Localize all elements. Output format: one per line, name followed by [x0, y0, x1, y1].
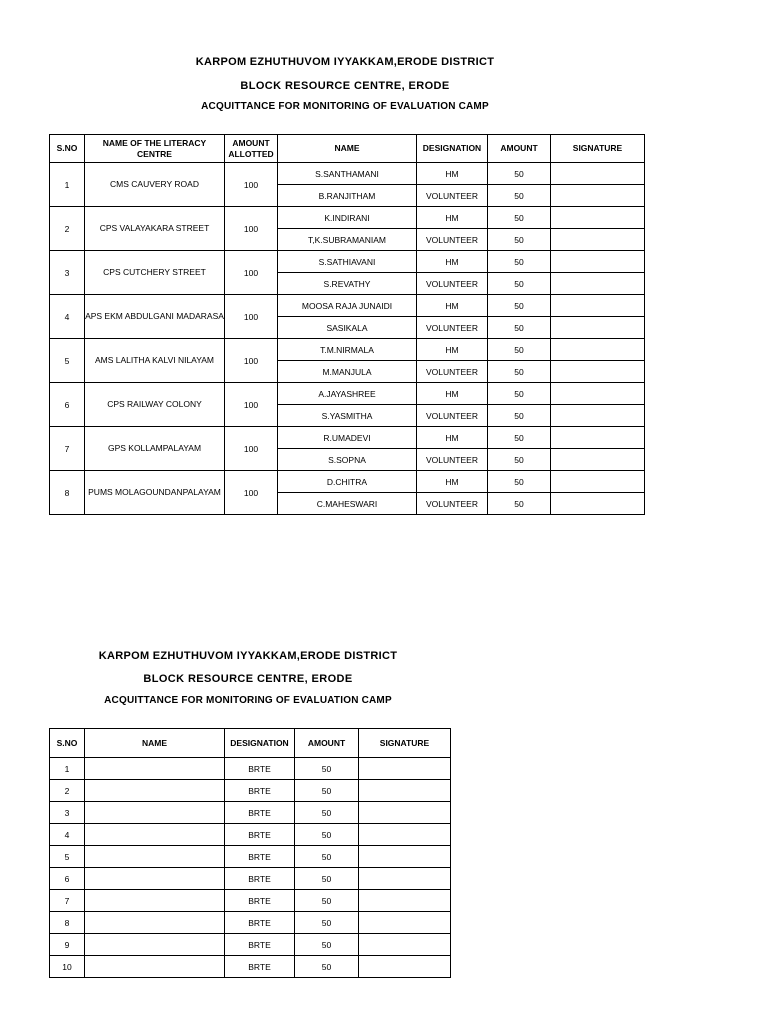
- designation: VOLUNTEER: [417, 449, 488, 471]
- serial-number: 3: [50, 251, 85, 295]
- name-cell[interactable]: [85, 846, 225, 868]
- signature-cell[interactable]: [359, 868, 451, 890]
- amount-allotted: 100: [225, 251, 278, 295]
- designation: BRTE: [225, 824, 295, 846]
- name-cell[interactable]: [85, 824, 225, 846]
- designation: BRTE: [225, 868, 295, 890]
- name-cell[interactable]: [85, 780, 225, 802]
- amount: 50: [488, 361, 551, 383]
- signature-cell[interactable]: [359, 846, 451, 868]
- designation: BRTE: [225, 802, 295, 824]
- amount: 50: [295, 758, 359, 780]
- designation: HM: [417, 207, 488, 229]
- signature-cell[interactable]: [359, 758, 451, 780]
- serial-number: 4: [50, 824, 85, 846]
- designation: HM: [417, 383, 488, 405]
- literacy-centre-name: APS EKM ABDULGANI MADARASA: [85, 295, 225, 339]
- amount-allotted: 100: [225, 383, 278, 427]
- person-name: SASIKALA: [278, 317, 417, 339]
- serial-number: 7: [50, 890, 85, 912]
- designation: VOLUNTEER: [417, 405, 488, 427]
- signature-cell[interactable]: [551, 339, 645, 361]
- serial-number: 3: [50, 802, 85, 824]
- amount: 50: [488, 229, 551, 251]
- amount-allotted: 100: [225, 427, 278, 471]
- amount-allotted: 100: [225, 163, 278, 207]
- signature-cell[interactable]: [359, 890, 451, 912]
- amount: 50: [488, 185, 551, 207]
- name-cell[interactable]: [85, 934, 225, 956]
- amount: 50: [488, 449, 551, 471]
- section1-title: KARPOM EZHUTHUVOM IYYAKKAM,ERODE DISTRICT: [195, 56, 495, 68]
- amount: 50: [295, 780, 359, 802]
- serial-number: 2: [50, 780, 85, 802]
- designation: BRTE: [225, 780, 295, 802]
- signature-cell[interactable]: [551, 317, 645, 339]
- amount: 50: [295, 846, 359, 868]
- person-name: T,K.SUBRAMANIAM: [278, 229, 417, 251]
- header-sno: S.NO: [50, 729, 85, 758]
- literacy-centre-name: AMS LALITHA KALVI NILAYAM: [85, 339, 225, 383]
- designation: VOLUNTEER: [417, 361, 488, 383]
- signature-cell[interactable]: [551, 207, 645, 229]
- serial-number: 8: [50, 912, 85, 934]
- name-cell[interactable]: [85, 890, 225, 912]
- section2-title: KARPOM EZHUTHUVOM IYYAKKAM,ERODE DISTRICT: [98, 650, 398, 662]
- amount-allotted: 100: [225, 339, 278, 383]
- person-name: B.RANJITHAM: [278, 185, 417, 207]
- serial-number: 10: [50, 956, 85, 978]
- amount-allotted: 100: [225, 207, 278, 251]
- amount: 50: [488, 163, 551, 185]
- header-name: NAME: [85, 729, 225, 758]
- designation: HM: [417, 427, 488, 449]
- designation: VOLUNTEER: [417, 229, 488, 251]
- header-sno: S.NO: [50, 135, 85, 163]
- literacy-centre-name: PUMS MOLAGOUNDANPALAYAM: [85, 471, 225, 515]
- table-row: [50, 934, 451, 956]
- header-literacy-centre: NAME OF THE LITERACY CENTRE: [85, 135, 225, 163]
- serial-number: 2: [50, 207, 85, 251]
- signature-cell[interactable]: [551, 449, 645, 471]
- table-row: [50, 471, 645, 493]
- person-name: S.SOPNA: [278, 449, 417, 471]
- designation: BRTE: [225, 956, 295, 978]
- person-name: T.M.NIRMALA: [278, 339, 417, 361]
- header-amount: AMOUNT: [488, 135, 551, 163]
- amount: 50: [295, 912, 359, 934]
- amount: 50: [295, 934, 359, 956]
- literacy-centre-name: CPS VALAYAKARA STREET: [85, 207, 225, 251]
- person-name: A.JAYASHREE: [278, 383, 417, 405]
- header-designation: DESIGNATION: [417, 135, 488, 163]
- name-cell[interactable]: [85, 912, 225, 934]
- table-row: [50, 427, 645, 449]
- designation: VOLUNTEER: [417, 273, 488, 295]
- table-row: [50, 758, 451, 780]
- person-name: S.SANTHAMANI: [278, 163, 417, 185]
- table-row: [50, 295, 645, 317]
- serial-number: 6: [50, 868, 85, 890]
- signature-cell[interactable]: [551, 471, 645, 493]
- designation: VOLUNTEER: [417, 317, 488, 339]
- signature-cell[interactable]: [551, 361, 645, 383]
- name-cell[interactable]: [85, 802, 225, 824]
- serial-number: 5: [50, 846, 85, 868]
- signature-cell[interactable]: [551, 229, 645, 251]
- designation: HM: [417, 251, 488, 273]
- person-name: R.UMADEVI: [278, 427, 417, 449]
- person-name: S.YASMITHA: [278, 405, 417, 427]
- designation: HM: [417, 471, 488, 493]
- designation: HM: [417, 339, 488, 361]
- serial-number: 1: [50, 163, 85, 207]
- person-name: S.REVATHY: [278, 273, 417, 295]
- acquittance-table-brte: [49, 728, 451, 978]
- header-amount: AMOUNT: [295, 729, 359, 758]
- person-name: C.MAHESWARI: [278, 493, 417, 515]
- designation: BRTE: [225, 934, 295, 956]
- signature-cell[interactable]: [551, 295, 645, 317]
- serial-number: 4: [50, 295, 85, 339]
- amount: 50: [295, 956, 359, 978]
- table-row: [50, 339, 645, 361]
- person-name: K.INDIRANI: [278, 207, 417, 229]
- table-row: [50, 912, 451, 934]
- signature-cell[interactable]: [551, 405, 645, 427]
- amount: 50: [488, 295, 551, 317]
- table-row: [50, 251, 645, 273]
- amount: 50: [295, 868, 359, 890]
- signature-cell[interactable]: [359, 956, 451, 978]
- amount: 50: [295, 824, 359, 846]
- amount: 50: [488, 405, 551, 427]
- acquittance-table-centres: [49, 134, 645, 515]
- table-row: [50, 383, 645, 405]
- table-row: [50, 868, 451, 890]
- table-row: [50, 802, 451, 824]
- designation: HM: [417, 295, 488, 317]
- designation: BRTE: [225, 912, 295, 934]
- amount: 50: [488, 383, 551, 405]
- signature-cell[interactable]: [359, 824, 451, 846]
- header-amount-allotted: AMOUNT ALLOTTED: [225, 135, 278, 163]
- signature-cell[interactable]: [551, 273, 645, 295]
- name-cell[interactable]: [85, 868, 225, 890]
- signature-cell[interactable]: [551, 163, 645, 185]
- signature-cell[interactable]: [359, 912, 451, 934]
- amount: 50: [295, 802, 359, 824]
- designation: BRTE: [225, 846, 295, 868]
- table-row: [50, 163, 645, 185]
- signature-cell[interactable]: [551, 427, 645, 449]
- section2-subtitle: BLOCK RESOURCE CENTRE, ERODE: [143, 673, 353, 685]
- table-row: [50, 846, 451, 868]
- person-name: MOOSA RAJA JUNAIDI: [278, 295, 417, 317]
- table-row: [50, 207, 645, 229]
- serial-number: 7: [50, 427, 85, 471]
- designation: BRTE: [225, 758, 295, 780]
- header-signature: SIGNATURE: [359, 729, 451, 758]
- table-row: [50, 780, 451, 802]
- serial-number: 9: [50, 934, 85, 956]
- person-name: D.CHITRA: [278, 471, 417, 493]
- designation: VOLUNTEER: [417, 185, 488, 207]
- signature-cell[interactable]: [551, 383, 645, 405]
- designation: HM: [417, 163, 488, 185]
- amount: 50: [295, 890, 359, 912]
- amount: 50: [488, 493, 551, 515]
- signature-cell[interactable]: [551, 251, 645, 273]
- designation: BRTE: [225, 890, 295, 912]
- person-name: M.MANJULA: [278, 361, 417, 383]
- section1-subtitle: BLOCK RESOURCE CENTRE, ERODE: [240, 80, 450, 92]
- amount: 50: [488, 471, 551, 493]
- signature-cell[interactable]: [551, 493, 645, 515]
- person-name: S.SATHIAVANI: [278, 251, 417, 273]
- literacy-centre-name: CMS CAUVERY ROAD: [85, 163, 225, 207]
- signature-cell[interactable]: [551, 185, 645, 207]
- header-designation: DESIGNATION: [225, 729, 295, 758]
- amount: 50: [488, 207, 551, 229]
- literacy-centre-name: CPS RAILWAY COLONY: [85, 383, 225, 427]
- amount: 50: [488, 251, 551, 273]
- designation: VOLUNTEER: [417, 493, 488, 515]
- serial-number: 6: [50, 383, 85, 427]
- signature-cell[interactable]: [359, 802, 451, 824]
- table-row: [50, 890, 451, 912]
- serial-number: 5: [50, 339, 85, 383]
- literacy-centre-name: CPS CUTCHERY STREET: [85, 251, 225, 295]
- signature-cell[interactable]: [359, 780, 451, 802]
- amount-allotted: 100: [225, 471, 278, 515]
- amount: 50: [488, 427, 551, 449]
- amount-allotted: 100: [225, 295, 278, 339]
- name-cell[interactable]: [85, 758, 225, 780]
- amount: 50: [488, 317, 551, 339]
- table-row: [50, 824, 451, 846]
- section1-caption: ACQUITTANCE FOR MONITORING OF EVALUATION CAMP: [201, 101, 489, 112]
- section2-caption: ACQUITTANCE FOR MONITORING OF EVALUATION CAMP: [104, 695, 392, 706]
- literacy-centre-name: GPS KOLLAMPALAYAM: [85, 427, 225, 471]
- name-cell[interactable]: [85, 956, 225, 978]
- table-row: [50, 956, 451, 978]
- serial-number: 1: [50, 758, 85, 780]
- header-signature: SIGNATURE: [551, 135, 645, 163]
- amount: 50: [488, 273, 551, 295]
- signature-cell[interactable]: [359, 934, 451, 956]
- serial-number: 8: [50, 471, 85, 515]
- amount: 50: [488, 339, 551, 361]
- header-name: NAME: [278, 135, 417, 163]
